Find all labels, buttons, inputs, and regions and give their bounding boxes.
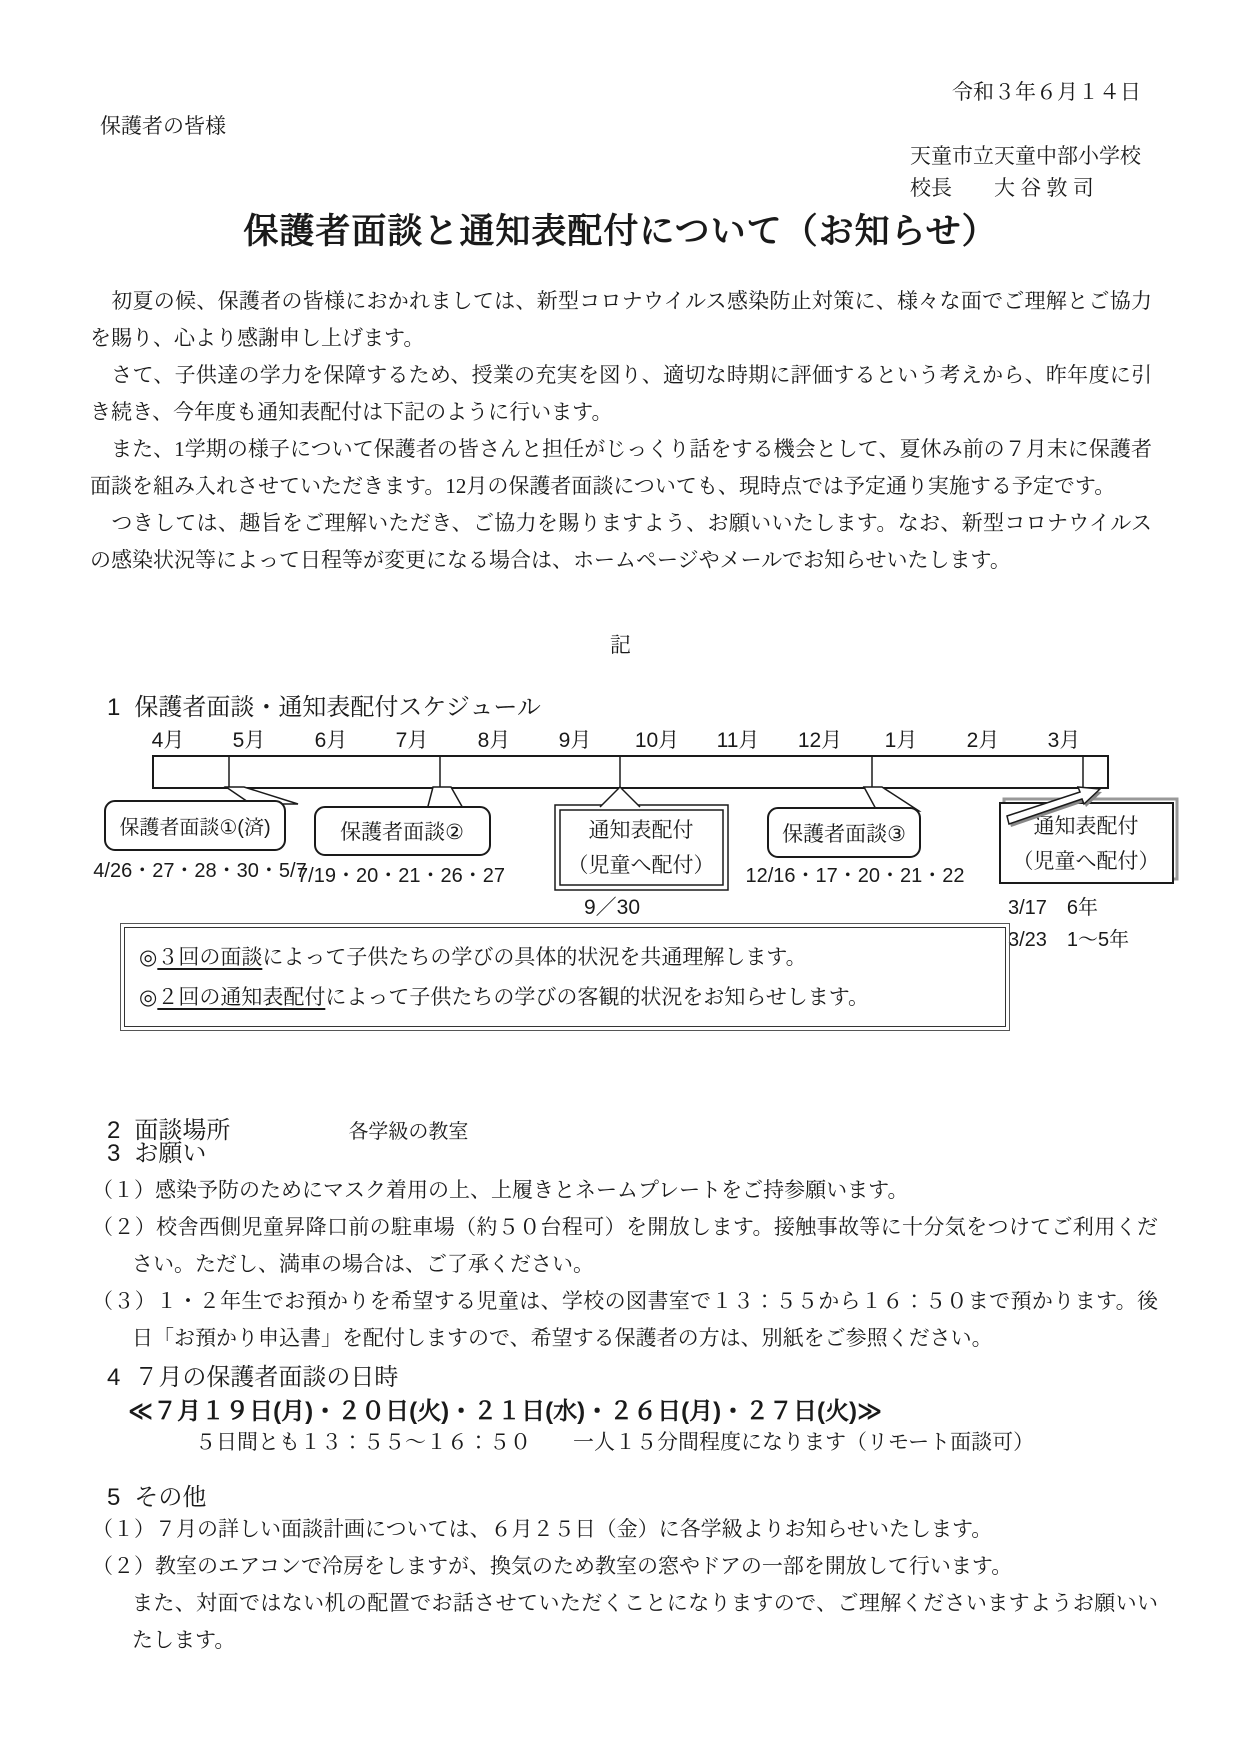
section1-heading [107,687,541,722]
salutation: 保護者の皆様 [100,114,226,138]
month-label: 5月 [232,729,266,752]
section3-title: お願い [134,1140,207,1167]
section3-number: 3 [107,1140,121,1167]
month-label: 11月 [716,729,760,752]
note-underlined: ２回の通知表配付 [157,985,326,1009]
section5-number: 5 [107,1484,121,1511]
month-label: 1月 [884,729,918,752]
section3-heading [107,1133,206,1168]
paragraph-purpose: さて、子供達の学力を保障するため、授業の充実を図り、適切な時期に評価するという考えから、昨年度に引き続き、今年度も通知表配付は下記のように行います。 [90,363,1152,424]
event-sublabel: （児童へ配付） [1012,850,1160,873]
paragraph-greeting: 初夏の候、保護者の皆様におかれましては、新型コロナウイルス感染防止対策に、様々な面でご理解とご協力を賜り、心より感謝申し上げます。 [90,289,1152,350]
section5-items [92,1511,1158,1659]
event-dates: 9／30 [583,896,641,919]
month-label: 10月 [634,729,680,752]
section4-detail: ５日間とも１３：５５～１６：５０ 一人１５分間程度になります（リモート面談可） [195,1430,1035,1454]
section2-title: 面談場所 [134,1117,231,1144]
section1-number: 1 [107,694,121,721]
section4-heading [107,1357,398,1392]
event-label: 保護者面談③ [782,823,906,846]
section2-number: 2 [107,1117,121,1144]
paragraph-meeting: また、1学期の様子について保護者の皆さんと担任がじっくり話をする機会として、夏休み前の７月末に保護者面談を組み入れさせていただきます。12月の保護者面談についても、現時点では予定通り実施する予定です。 [90,437,1152,498]
page-title: 保護者面談と通知表配付について（お知らせ） [243,212,998,251]
event-label: 通知表配付 [1033,815,1139,838]
event-dates: 3/17 6年 [1008,897,1099,919]
note-line [139,937,991,977]
issue-date: 令和３年６月１４日 [952,80,1141,104]
principal-name: 校長 大 谷 敦 司 [910,176,1094,200]
list-item: （２）教室のエアコンで冷房をしますが、換気のため教室の窓やドアの一部を開放して行います。 [92,1554,1013,1578]
month-label: 12月 [797,729,843,752]
month-label: 7月 [395,729,429,752]
note-rest: によって子供たちの学びの客観的状況をお知らせします。 [325,985,870,1009]
paragraph-request: つきしては、趣旨をご理解いただき、ご協力を賜りますよう、お願いいたします。なお、新型コロナウイルスの感染状況等によって日程等が変更になる場合は、ホームページやメールでお知らせいたします。 [90,511,1152,572]
month-axis [152,729,1081,752]
pointer-up [600,787,640,807]
month-label: 3月 [1047,729,1081,752]
note-rest: によって子供たちの学びの具体的状況を共通理解します。 [262,945,807,969]
month-label: 4月 [151,729,185,752]
month-label: 9月 [558,729,592,752]
note-mark: ◎ [139,945,158,969]
section2-value: 各学級の教室 [348,1121,469,1143]
record-mark: 記 [610,633,631,657]
month-label: 8月 [477,729,511,752]
list-item-continuation: また、対面ではない机の配置でお話させていただくことになりますので、ご理解くださいますようお願いいたします。 [132,1591,1158,1652]
event-dates-2: 3/23 1～5年 [1008,929,1130,951]
body-paragraphs [90,283,1152,579]
section5-title: その他 [134,1484,207,1511]
event-sublabel: （児童へ配付） [567,854,715,877]
section5-heading [107,1477,206,1512]
event-dates: 12/16・17・20・21・22 [745,865,965,887]
notes-box [124,927,1006,1027]
list-item: （１）７月の詳しい面談計画については、６月２５日（金）に各学級よりお知らせいたします。 [92,1517,993,1541]
note-line [139,977,991,1017]
note-underlined: ３回の面談 [157,945,263,969]
event-label: 保護者面談①(済) [119,817,271,839]
event-label: 通知表配付 [588,819,694,842]
section1-title: 保護者面談・通知表配付スケジュール [134,694,541,721]
section4-title: ７月の保護者面談の日時 [134,1364,399,1391]
section4-number: 4 [107,1364,121,1391]
note-mark: ◎ [139,985,158,1009]
schedule-timeline [0,725,1241,1040]
list-item: （２）校舎西側児童昇降口前の駐車場（約５０台程可）を開放します。接触事故等に十分気をつけてご利用ください。ただし、満車の場合は、ご了承ください。 [92,1215,1158,1276]
section3-items [92,1172,1158,1357]
year-bar [153,756,1108,788]
section4-schedule: ≪７月１９日(月)・２０日(火)・２１日(水)・２６日(月)・２７日(火)≫ [128,1398,883,1425]
list-item: （１）感染予防のためにマスク着用の上、上履きとネームプレートをご持参願います。 [92,1178,909,1202]
event-label: 保護者面談② [340,821,464,844]
month-label: 2月 [966,729,1000,752]
month-label: 6月 [314,729,348,752]
sender-block [910,140,1141,204]
school-name: 天童市立天童中部小学校 [910,144,1141,168]
event-box-report1 [555,805,728,890]
event-dates: 7/19・20・21・26・27 [297,865,505,887]
list-item: （３）１・２年生でお預かりを希望する児童は、学校の図書室で１３：５５から１６：５０まで預かります。後日「お預かり申込書」を配付しますので、希望する保護者の方は、別紙をご参照ください。 [92,1289,1158,1350]
event-dates: 4/26・27・28・30・5/7 [93,860,307,882]
